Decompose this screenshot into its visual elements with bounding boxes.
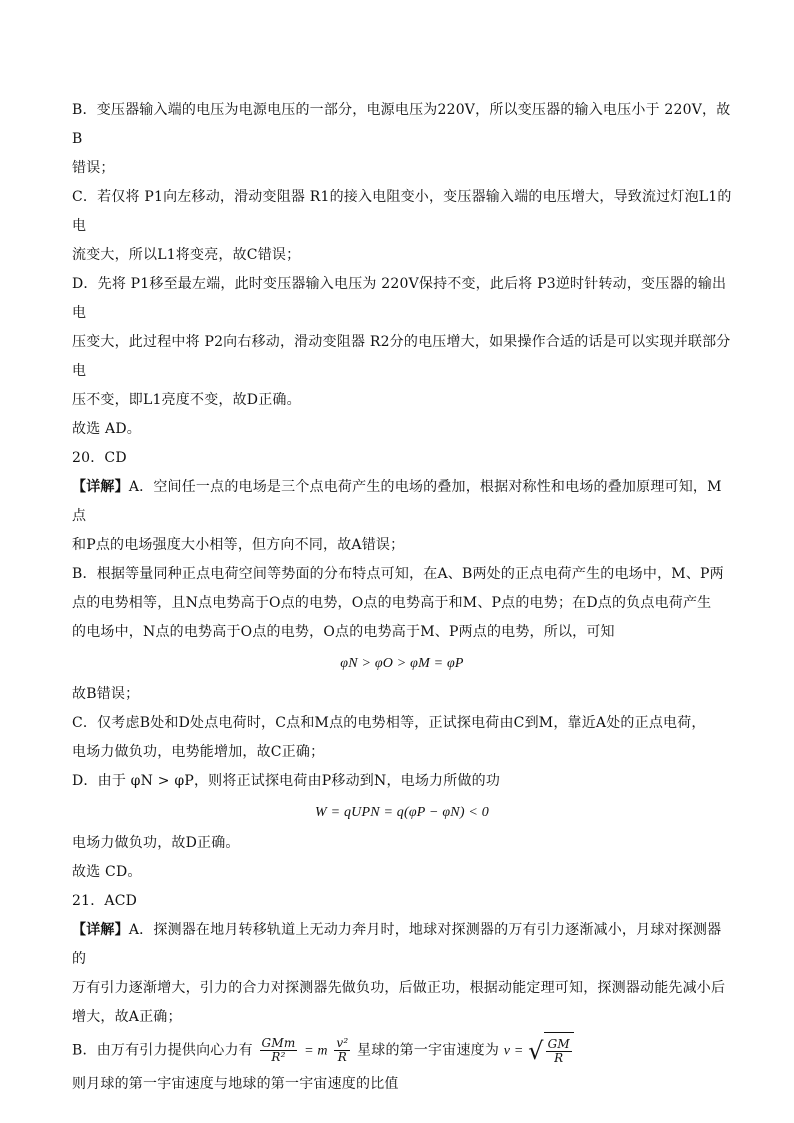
fraction-numerator: GMm xyxy=(261,1036,296,1050)
question-number: 21．ACD xyxy=(72,893,138,909)
text-span: 星球的第一宇宙速度为 xyxy=(357,1042,500,1059)
fraction xyxy=(260,1037,298,1064)
answer-line: 故选 AD。 xyxy=(72,421,141,437)
text-span: B．由万有引力提供向心力有 xyxy=(72,1042,253,1059)
formula-line xyxy=(72,1032,732,1070)
text-line: 和P点的电场强度大小相等，但方向不同，故A错误； xyxy=(72,537,405,553)
fraction-numerator: GM xyxy=(547,1036,570,1051)
text-line: B．变压器输入端的电压为电源电压的一部分，电源电压为220V，所以变压器的输入电压小于 220V，故B xyxy=(72,102,731,147)
text-line: 的电场中，N点的电势高于O点的电势，O点的电势高于M、P两点的电势，所以，可知 xyxy=(72,624,615,640)
text-line xyxy=(72,473,732,531)
radical-sign-icon: √ xyxy=(528,1036,544,1065)
text-line: C．若仅将 P1向左移动，滑动变阻器 R1的接入电阻变小，变压器输入端的电压增大，导致流过灯泡L1的电 xyxy=(72,189,732,234)
square-root xyxy=(528,1032,574,1069)
equation: W = qUPN = q(φP − φN) < 0 xyxy=(315,805,489,820)
answer-line: 故选 CD。 xyxy=(72,864,142,880)
answer-text-block xyxy=(72,96,732,1099)
text-line: 压变大，此过程中将 P2向右移动，滑动变阻器 R2分的电压增大，如果操作合适的话是可以实现并联部分电 xyxy=(72,334,731,379)
math-span: v = xyxy=(503,1043,524,1059)
text-line: 电场力做负功，故D正确。 xyxy=(72,835,240,851)
math-span: = m xyxy=(304,1043,328,1059)
detail-tag: 【详解】 xyxy=(72,479,129,495)
text-line: C．仅考虑B处和D处点电荷时，C点和M点的电势相等，正试探电荷由C到M，靠近A处的正点电荷， xyxy=(72,715,706,731)
detail-tag: 【详解】 xyxy=(72,922,129,938)
text-line: 点的电势相等，且N点电势高于O点的电势，O点的电势高于和M、P点的电势；在D点的负点电荷产生 xyxy=(72,595,712,611)
text-line: 则月球的第一宇宙速度与地球的第一宇宙速度的比值 xyxy=(72,1075,399,1092)
question-number: 20．CD xyxy=(72,450,127,466)
fraction xyxy=(334,1037,350,1064)
text-line: D．先将 P1移至最左端，此时变压器输入电压为 220V保持不变，此后将 P3逆时针转动，变压器的输出电 xyxy=(72,276,727,321)
fraction-denominator: R xyxy=(554,1050,564,1065)
text-line: 万有引力逐渐增大，引力的合力对探测器先做负功，后做正功，根据动能定理可知，探测器动能先减小后 xyxy=(72,980,726,996)
text-line: 流变大，所以L1将变亮，故C错误； xyxy=(72,247,301,263)
fraction-denominator: R² xyxy=(271,1050,286,1064)
text-span: A．空间任一点的电场是三个点电荷产生的电场的叠加，根据对称性和电场的叠加原理可知，M点 xyxy=(72,479,722,524)
fraction-denominator: R xyxy=(337,1050,348,1064)
text-line: D．由于 φN > φP，则将正试探电荷由P移动到N，电场力所做的功 xyxy=(72,773,501,789)
text-span: A．探测器在地月转移轨道上无动力奔月时，地球对探测器的万有引力逐渐减小，月球对探测器的 xyxy=(72,922,722,967)
text-line: B．根据等量同种正点电荷空间等势面的分布特点可知，在A、B两处的正点电荷产生的电场中，M、P两 xyxy=(72,566,724,582)
fraction xyxy=(546,1038,572,1065)
text-line: 错误； xyxy=(72,160,115,176)
equation: φN > φO > φM = φP xyxy=(340,656,464,671)
text-line: 故B错误； xyxy=(72,686,140,702)
text-line: 压不变，即L1亮度不变，故D正确。 xyxy=(72,392,301,408)
text-line xyxy=(72,916,732,974)
fraction-numerator: v² xyxy=(336,1036,349,1050)
text-line: 增大，故A正确； xyxy=(72,1009,182,1025)
text-line: 电场力做负功，电势能增加，故C正确； xyxy=(72,744,325,760)
